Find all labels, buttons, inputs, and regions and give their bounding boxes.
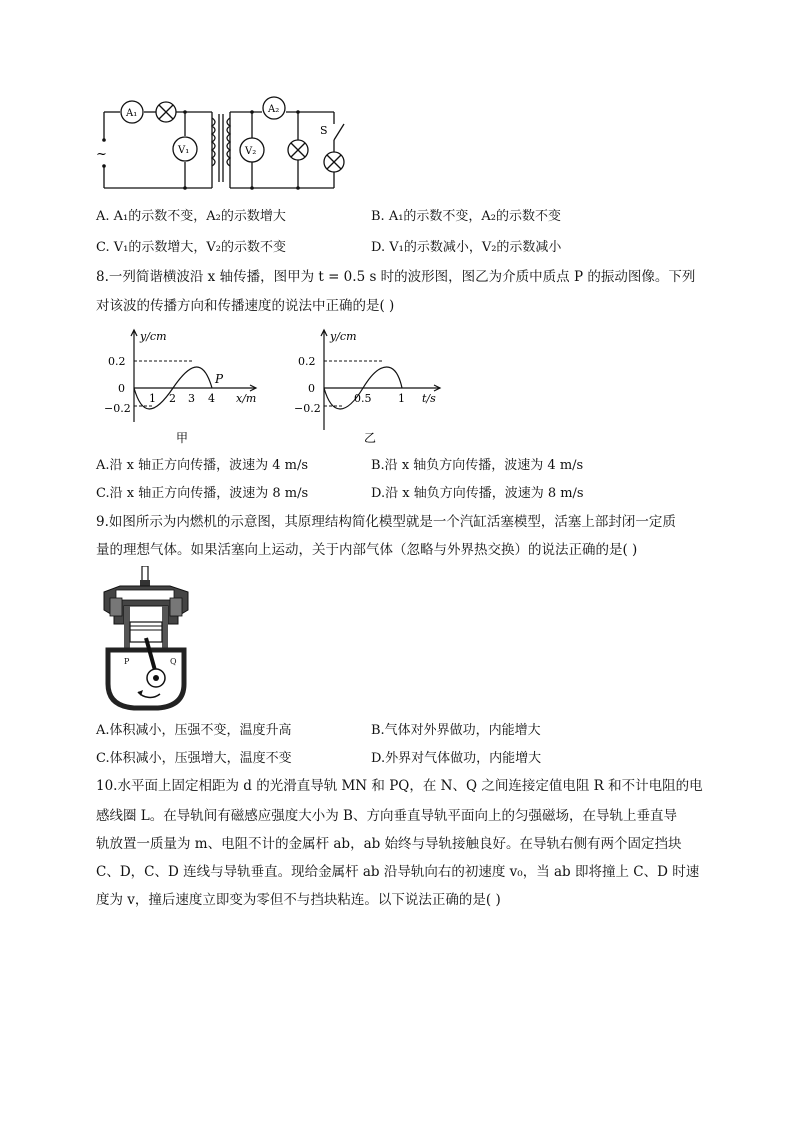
q8-stem-line-2: 对该波的传播方向和传播速度的说法中正确的是( ) <box>96 298 395 314</box>
q9-option-a: A.体积减小，压强不变，温度升高 <box>96 723 292 738</box>
q7-option-c: C. V₁的示数增大，V₂的示数不变 <box>96 240 286 255</box>
engine-piston-diagram <box>98 566 194 712</box>
ammeter-a1-label: A₁ <box>126 108 138 119</box>
q10-stem-line-3: 轨放置一质量为 m、电阻不计的金属杆 ab，ab 始终与导轨接触良好。在导轨右侧有两个固定挡块 <box>96 836 682 852</box>
q7-option-d: D. V₁的示数减小，V₂的示数减小 <box>371 240 562 255</box>
voltmeter-v2-label: V₂ <box>245 146 257 157</box>
ammeter-a2-label: A₂ <box>268 104 280 115</box>
graph-jia-ytop: 0.2 <box>108 355 126 368</box>
svg-text:P: P <box>124 657 130 666</box>
q8-option-c: C.沿 x 轴正方向传播，波速为 8 m/s <box>96 486 309 501</box>
q10-stem-line-2: 感线圈 L。在导轨间有磁感应强度大小为 B、方向垂直导轨平面向上的匀强磁场，在导轨上垂直导 <box>96 808 677 824</box>
graph-jia-ylabel: y/cm <box>140 330 167 343</box>
q8-stem-line-1: 8.一列简谐横波沿 x 轴传播，图甲为 t = 0.5 s 时的波形图，图乙为介质中质点 P 的振动图像。下列 <box>96 269 696 285</box>
graph-yi-tick-2: 1 <box>398 392 405 405</box>
graph-jia-tick-1: 1 <box>149 392 156 405</box>
q8-option-a: A.沿 x 轴正方向传播，波速为 4 m/s <box>96 458 309 473</box>
point-p-label: P <box>215 372 224 386</box>
q9-stem-line-2: 量的理想气体。如果活塞向上运动，关于内部气体（忽略与外界热交换）的说法正确的是( ) <box>96 542 638 558</box>
q8-option-d: D.沿 x 轴负方向传播，波速为 8 m/s <box>371 486 584 501</box>
voltmeter-v1-label: V₁ <box>178 145 190 156</box>
graph-yi-ylabel: y/cm <box>330 330 357 343</box>
graph-yi-ybottom: −0.2 <box>294 402 321 415</box>
graph-yi-ytop: 0.2 <box>298 355 316 368</box>
graph-jia-yzero: 0 <box>118 382 125 395</box>
graph-yi-xlabel: t/s <box>422 392 436 405</box>
graph-jia-ybottom: −0.2 <box>104 402 131 415</box>
q9-option-c: C.体积减小，压强增大，温度不变 <box>96 751 292 766</box>
q9-option-b: B.气体对外界做功，内能增大 <box>371 723 541 738</box>
q10-stem-line-4: C、D，C、D 连线与导轨垂直。现给金属杆 ab 沿导轨向右的初速度 v₀，当 ab 即将撞上 C、D 时速 <box>96 864 700 880</box>
ac-source-symbol: ~ <box>96 147 107 162</box>
graph-jia-tick-2: 2 <box>169 392 176 405</box>
switch-label: S <box>320 124 328 137</box>
vibration-graph-yi <box>292 326 452 448</box>
graph-yi-caption: 乙 <box>364 431 377 445</box>
graph-jia-xlabel: x/m <box>236 392 257 405</box>
transformer-circuit-diagram <box>92 96 362 192</box>
svg-text:Q: Q <box>170 657 177 666</box>
q7-option-b: B. A₁的示数不变，A₂的示数不变 <box>371 209 562 224</box>
graph-jia-tick-4: 4 <box>208 392 215 405</box>
wave-graph-jia <box>104 326 274 448</box>
graph-yi-yzero: 0 <box>308 382 315 395</box>
q9-option-d: D.外界对气体做功，内能增大 <box>371 751 542 766</box>
graph-yi-tick-1: 0.5 <box>354 392 372 405</box>
graph-jia-caption: 甲 <box>176 431 189 445</box>
q10-stem-line-5: 度为 v，撞后速度立即变为零但不与挡块粘连。以下说法正确的是( ) <box>96 892 501 908</box>
graph-jia-tick-3: 3 <box>188 392 195 405</box>
q10-stem-line-1: 10.水平面上固定相距为 d 的光滑直导轨 MN 和 PQ，在 N、Q 之间连接定值电阻 R 和不计电阻的电 <box>96 778 703 794</box>
q9-stem-line-1: 9.如图所示为内燃机的示意图，其原理结构简化模型就是一个汽缸活塞模型，活塞上部封闭一定质 <box>96 514 676 530</box>
q8-option-b: B.沿 x 轴负方向传播，波速为 4 m/s <box>371 458 584 473</box>
q7-option-a: A. A₁的示数不变，A₂的示数增大 <box>96 209 286 224</box>
